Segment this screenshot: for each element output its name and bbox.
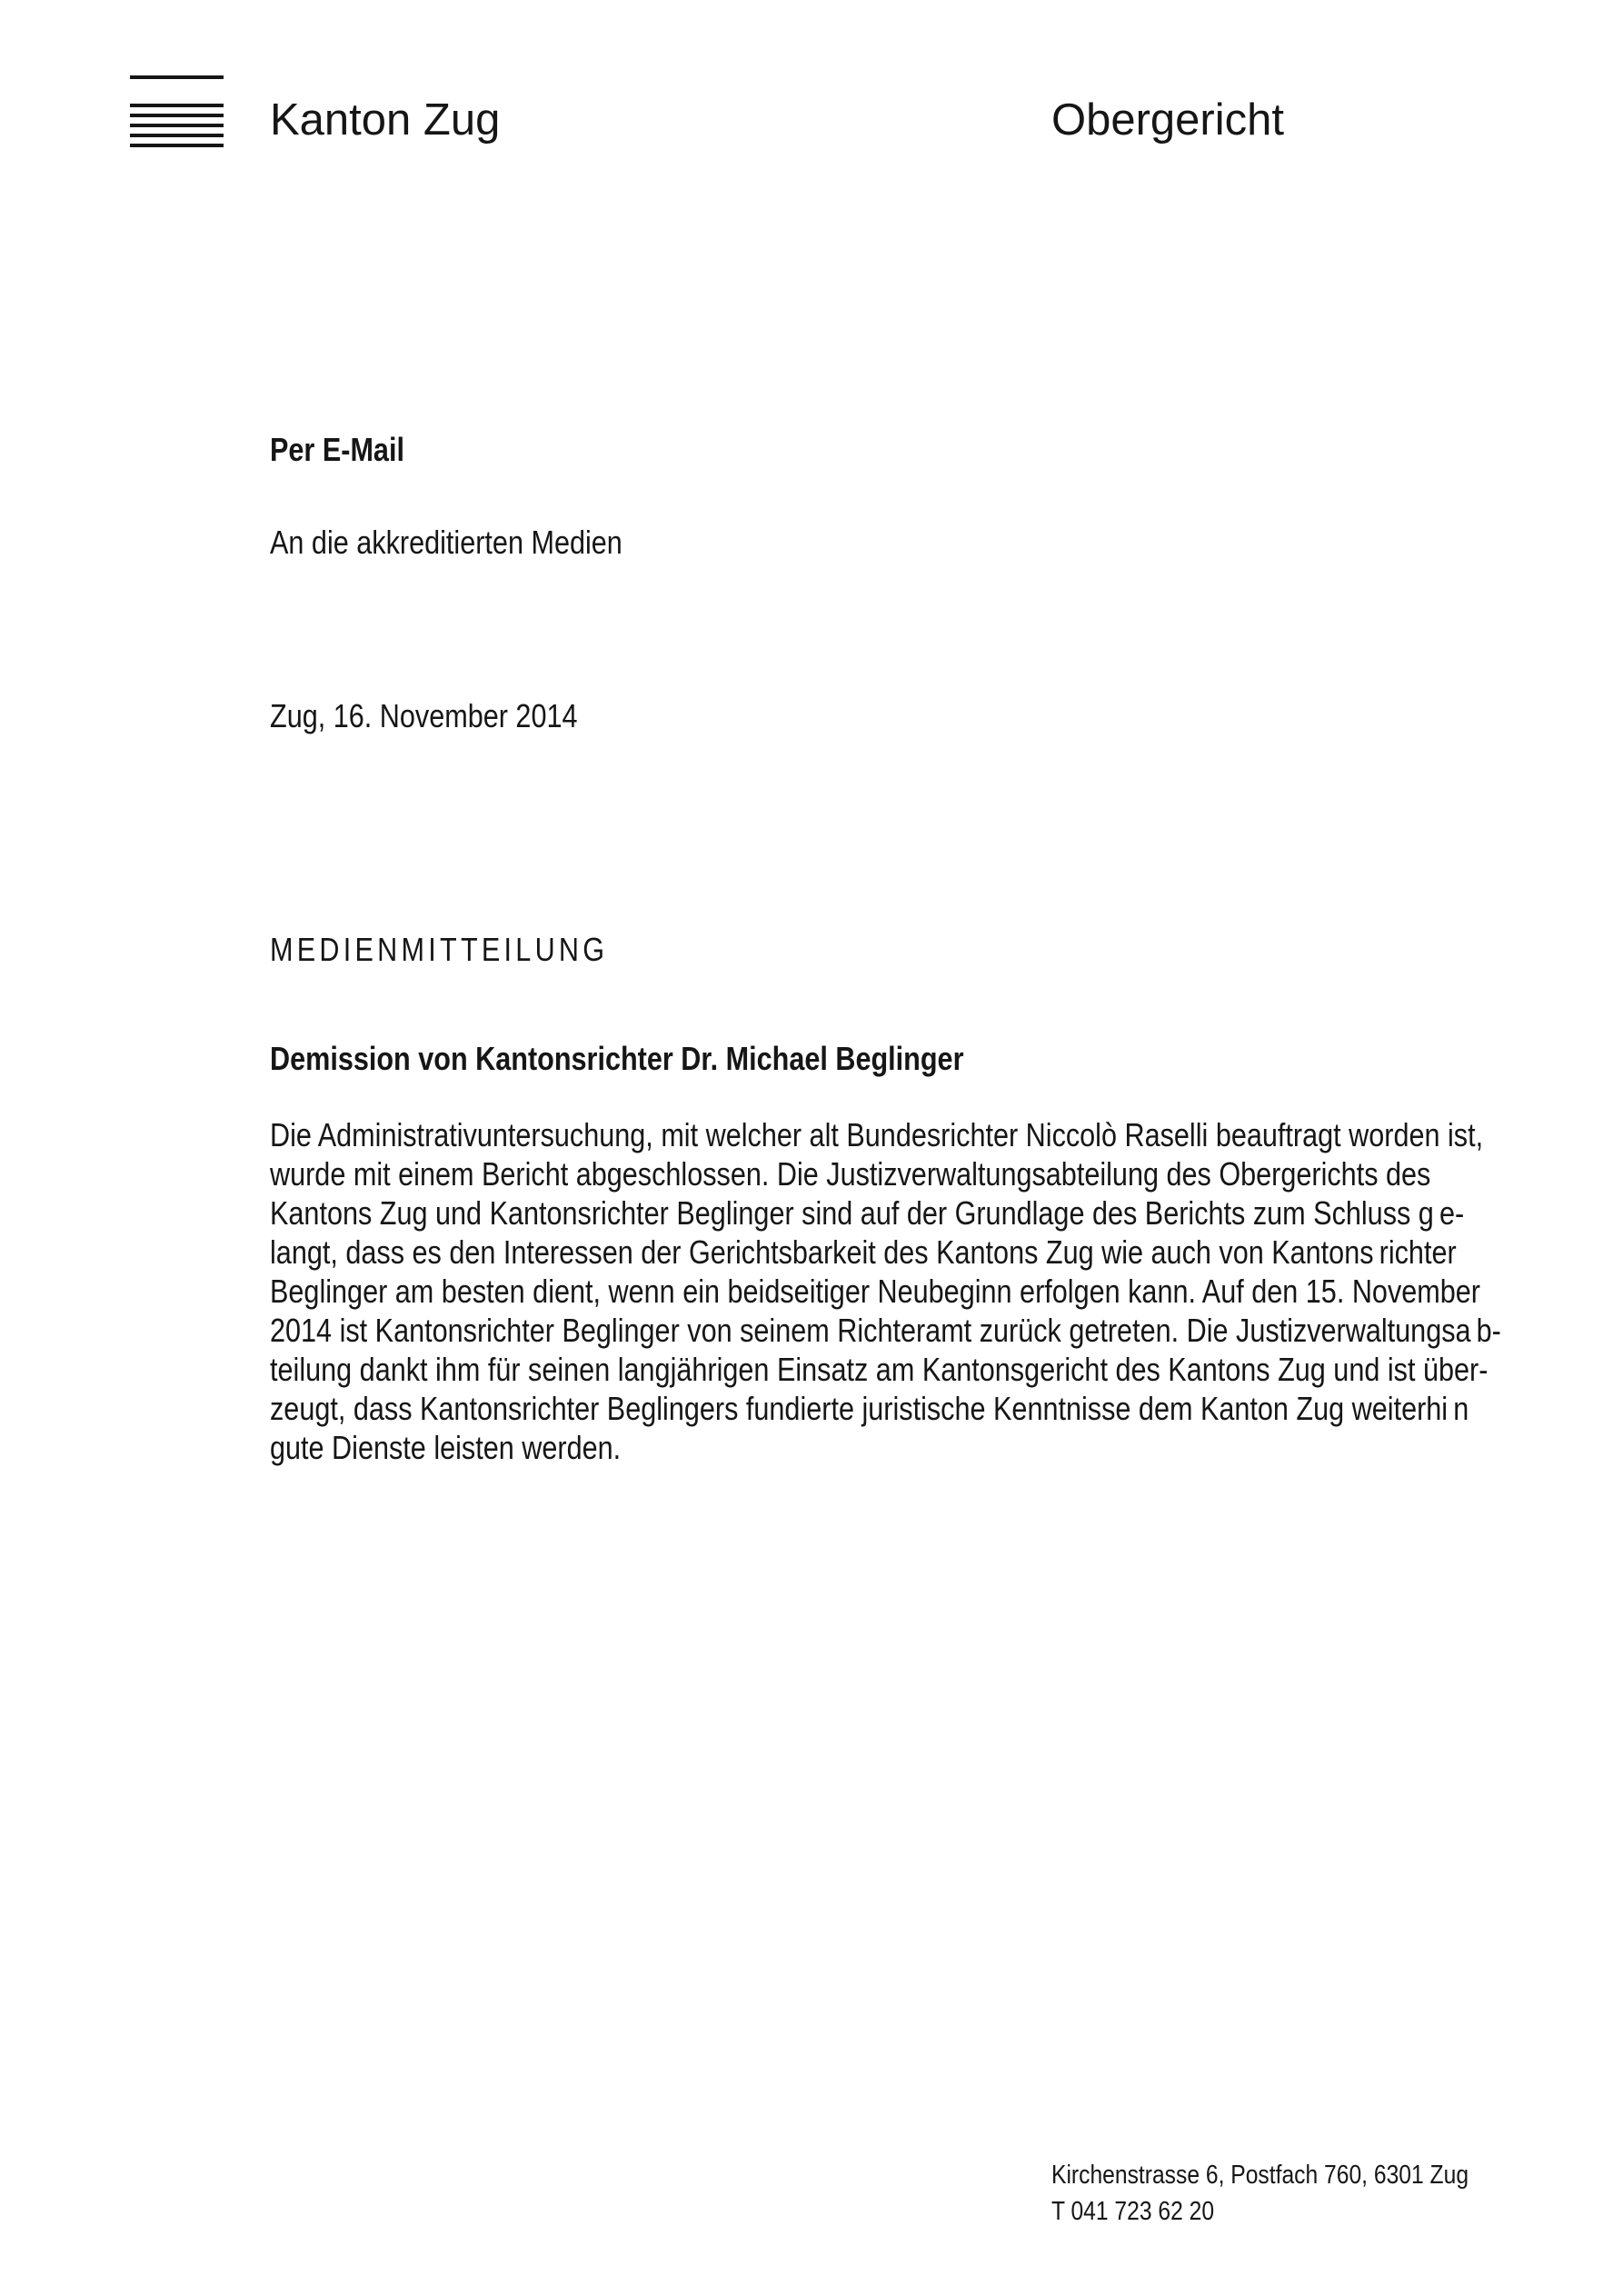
footer-phone: T 041 723 62 20: [1051, 2197, 1215, 2226]
body-line: teilung dankt ihm für seinen langjährigen Einsatz am Kantonsgericht des Kantons Zug und ist über-: [270, 1351, 1489, 1388]
body-line: 2014 ist Kantonsrichter Beglinger von seinem Richteramt zurück getreten. Die Justizverwaltungsa b-: [270, 1312, 1501, 1349]
canton-name: Kanton Zug: [270, 95, 501, 145]
body-line: Die Administrativuntersuchung, mit welcher alt Bundesrichter Niccolò Raselli beauftragt worden ist,: [270, 1116, 1484, 1153]
body-line: langt, dass es den Interessen der Gerichtsbarkeit des Kantons Zug wie auch von Kantons richter: [270, 1233, 1457, 1271]
document-kicker: MEDIENMITTEILUNG: [270, 931, 609, 968]
logo-stripe: [130, 134, 224, 137]
addressee-line: An die akkreditierten Medien: [270, 524, 622, 561]
body-line: Beglinger am besten dient, wenn ein beidseitiger Neubeginn erfolgen kann. Auf den 15. November: [270, 1273, 1480, 1310]
logo-stripe: [130, 75, 224, 79]
date-line: Zug, 16. November 2014: [270, 697, 578, 734]
body-line: gute Dienste leisten werden.: [270, 1429, 622, 1466]
kanton-zug-stripes-icon: [130, 75, 224, 148]
body-paragraph: [270, 1115, 1623, 1467]
document-title: Demission von Kantonsrichter Dr. Michael Beglinger: [270, 1040, 964, 1077]
body-line: Kantons Zug und Kantonsrichter Beglinger sind auf der Grundlage des Berichts zum Schluss g e-: [270, 1194, 1465, 1232]
body-line: wurde mit einem Bericht abgeschlossen. Die Justizverwaltungsabteilung des Obergerichts des: [270, 1155, 1431, 1193]
body-line: zeugt, dass Kantonsrichter Beglingers fundierte juristische Kenntnisse dem Kanton Zug weiterhi n: [270, 1390, 1469, 1427]
footer-address: Kirchenstrasse 6, Postfach 760, 6301 Zug: [1051, 2161, 1469, 2190]
office-name: Obergericht: [1051, 95, 1285, 145]
delivery-method: Per E-Mail: [270, 431, 404, 468]
logo-stripe: [130, 104, 224, 107]
footer-contact-block: [1051, 2157, 1542, 2230]
logo-stripe: [130, 144, 224, 147]
logo-stripe: [130, 114, 224, 117]
logo-stripe: [130, 124, 224, 127]
